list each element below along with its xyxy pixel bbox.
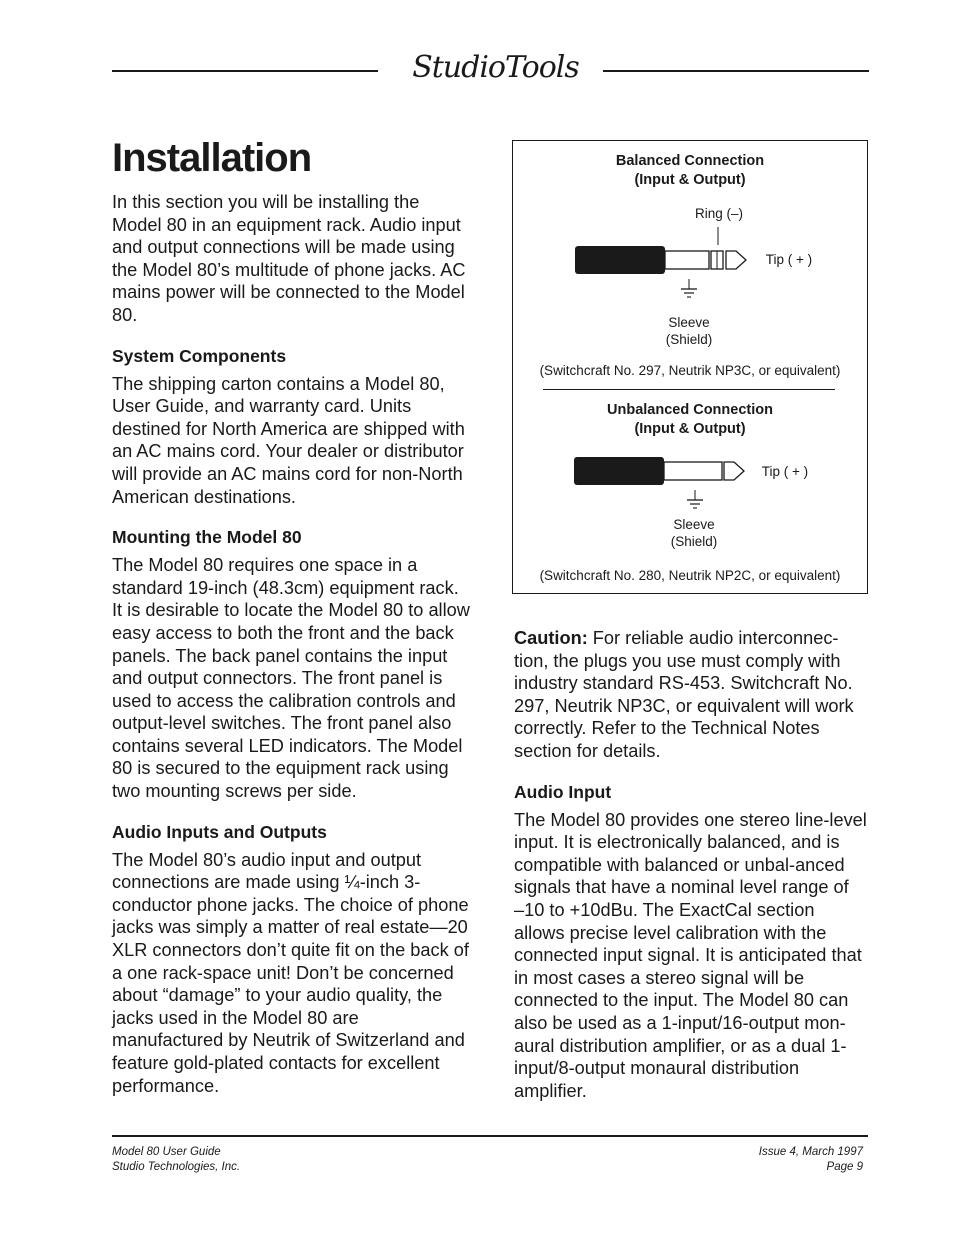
section-heading-system-components: System Components xyxy=(112,345,287,366)
unbalanced-sleeve-label: Sleeve (Shield) xyxy=(670,517,718,549)
footer-left: Model 80 User Guide Studio Technologies, Inc. xyxy=(112,1146,241,1173)
balanced-plug-shaft xyxy=(665,251,709,269)
balanced-plug-diagram xyxy=(513,227,869,327)
left-column xyxy=(112,191,472,1097)
header-rule-left xyxy=(112,70,378,72)
footer-right: Issue 4, March 1997 Page 9 xyxy=(758,1146,863,1173)
diagram-divider xyxy=(543,389,835,390)
section-heading-audio-io: Audio Inputs and Outputs xyxy=(112,821,327,842)
unbalanced-plug-handle xyxy=(574,457,664,485)
caution-paragraph xyxy=(514,627,870,763)
ring-label: Ring (–) xyxy=(694,206,743,221)
unbalanced-title: Unbalanced Connection (Input & Output) xyxy=(607,402,773,437)
section-body-audio-io: The Model 80’s audio input and output connections are made using ¼-inch 3-conductor phone jacks. The choice of phone jacks was simply a matter of real estate—20 XLR connectors don’t quite fit on the back of a one rack-space unit! Don’t be concerned about “damage” to your audio quality, the jacks used in the Model 80 are manufactured by Neutrik of Switzerland and feature gold-plated contacts for excellent performance. xyxy=(112,849,469,1096)
section-body-system-components: The shipping carton contains a Model 80, User Guide, and warranty card. Units destined for North America are shipped with an AC mains cord. Your dealer or distributor will provide an AC mains cord for non-North American destinations. xyxy=(112,373,465,507)
section-heading-mounting: Mounting the Model 80 xyxy=(112,527,302,548)
audio-input-body-2: –10 to +10dBu. The ExactCal section allows precise level calibration with the connected input signal. It is anticipated that in most cases a stereo signal will be connected to the input. The Model 80 can also be used as a 1-input/16-output mon-aural distribution amplifier, or as a dual 1-input/8-output monaural distribution amplifier. xyxy=(514,899,862,1101)
unbalanced-plug-shaft xyxy=(664,462,722,480)
caution-label: Caution: xyxy=(514,628,588,648)
balanced-plug-handle xyxy=(575,246,665,274)
audio-input-body-1: The Model 80 provides one stereo line-level input. It is electronically balanced, and is compatible with balanced or unbal-anced signals that have a nominal level range of xyxy=(514,809,867,898)
studiotools-logo: StudioTools xyxy=(412,50,579,85)
unbalanced-plug-diagram xyxy=(513,441,869,521)
unbalanced-tip-label: Tip ( + ) xyxy=(761,464,809,479)
balanced-title: Balanced Connection (Input & Output) xyxy=(615,153,765,188)
balanced-sleeve-label: Sleeve (Shield) xyxy=(665,315,713,347)
page-title: Installation xyxy=(112,136,312,180)
balanced-note: (Switchcraft No. 297, Neutrik NP3C, or equivalent) xyxy=(539,363,841,378)
ground-symbol xyxy=(681,279,697,297)
right-column xyxy=(514,627,870,1102)
section-body-mounting: The Model 80 requires one space in a standard 19-inch (48.3cm) equipment rack. It is desirable to locate the Model 80 to allow easy access to both the front and the back panels. The back panel contains the input and output connectors. The front panel is used to access the calibration controls and output-level switches. The front panel also contains several LED indicators. The Model 80 is secured to the equipment rack using two mounting screws per side. xyxy=(112,555,470,802)
header-rule-right xyxy=(603,70,869,72)
ground-symbol xyxy=(687,490,703,508)
section-heading-audio-input: Audio Input xyxy=(514,781,612,802)
balanced-plug-tip xyxy=(726,251,746,269)
connection-diagram xyxy=(512,140,868,594)
unbalanced-note: (Switchcraft No. 280, Neutrik NP2C, or equivalent) xyxy=(539,568,841,583)
caution-text: For reliable audio interconnec-tion, the plugs you use must comply with industry standard RS-453. Switchcraft No. 297, Neutrik NP3C, or equivalent will work correctly. Refer to the Technical Notes section for details. xyxy=(514,628,854,761)
intro-paragraph: In this section you will be installing the Model 80 in an equipment rack. Audio input and output connections will be made using the Model 80’s multitude of phone jacks. AC mains power will be connected to the Model 80. xyxy=(112,192,466,325)
footer-rule xyxy=(112,1135,868,1137)
balanced-tip-label: Tip ( + ) xyxy=(765,252,813,267)
unbalanced-plug-tip xyxy=(724,462,744,480)
